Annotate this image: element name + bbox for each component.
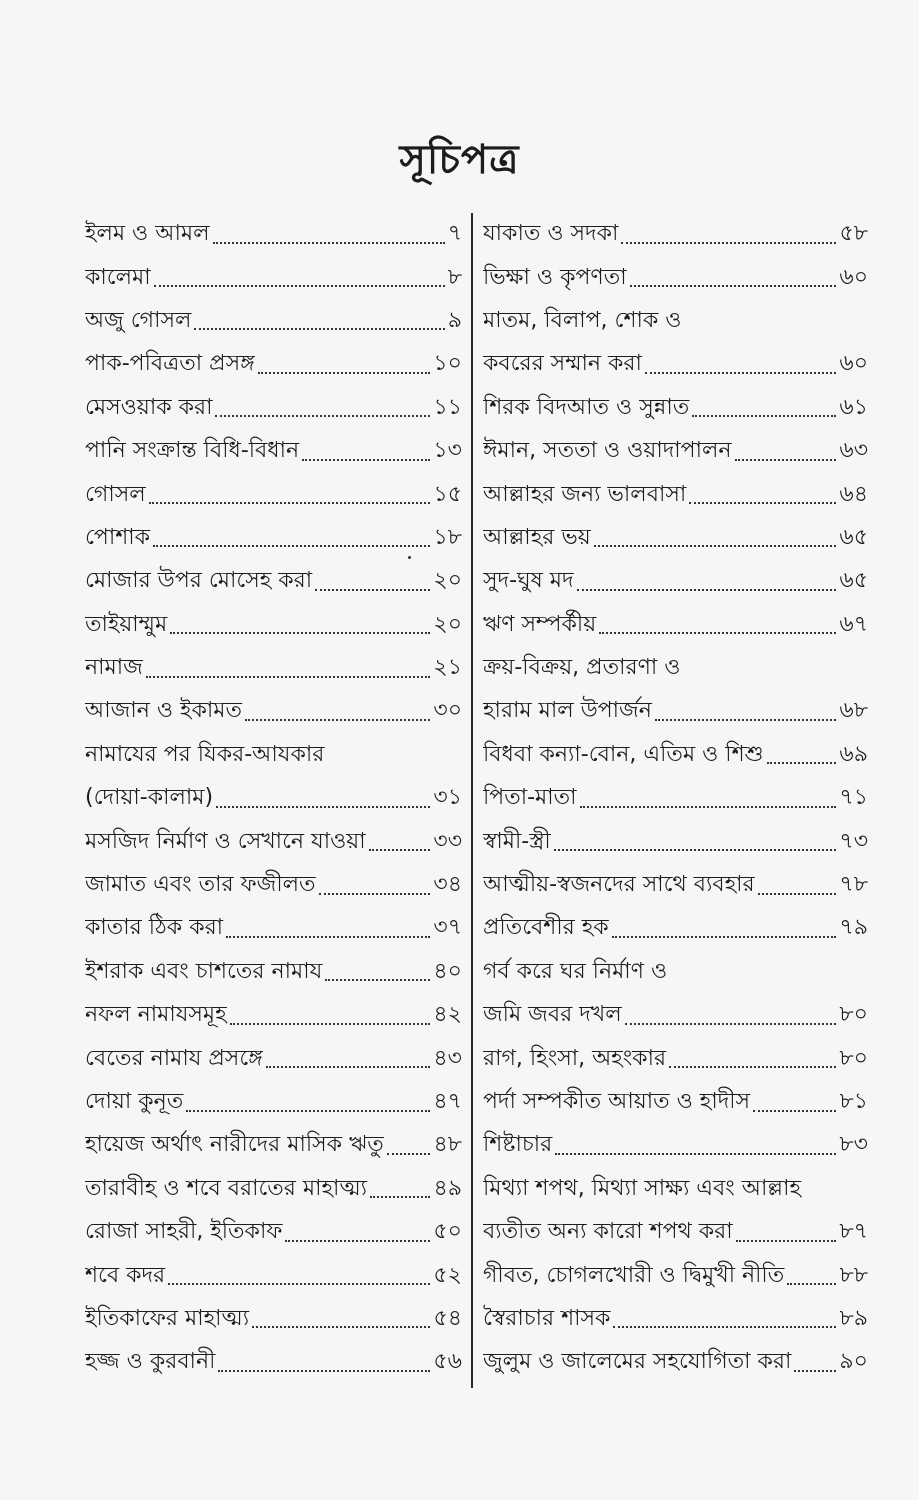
dot-leader [794,1370,836,1372]
toc-entry-title: মসজিদ নির্মাণ ও সেখানে যাওয়া [85,828,366,854]
dot-leader [252,1326,430,1328]
toc-entry-title: সুদ-ঘুষ মদ [483,568,574,594]
toc-entry [483,777,868,820]
dot-leader [758,893,837,895]
toc-entry-title: বিধবা কন্যা-বোন, এতিম ও শিশু [483,741,764,767]
toc-entry-title: তাইয়াম্মুম [85,611,168,637]
toc-entry [483,820,868,863]
toc-entry [85,256,462,299]
toc-entry-title: আল্লাহর জন্য ভালবাসা [483,481,687,507]
dot-leader [599,632,836,634]
toc-entry-title: হারাম মাল উপার্জন [483,698,652,724]
toc-entry [85,604,462,647]
toc-entry [85,300,462,343]
dot-leader [577,589,837,591]
dot-leader [319,893,431,895]
toc-entry-page: ৪৯ [433,1175,462,1201]
dot-leader [753,1110,836,1112]
toc-entry-page: ৮ [447,264,462,290]
dot-leader [215,415,430,417]
toc-entry [85,1254,462,1297]
toc-entry [85,213,462,256]
toc-entry [483,690,868,733]
dot-leader [266,1066,431,1068]
toc-entry-title: রোজা সাহরী, ইতিকাফ [85,1219,283,1245]
toc-entry [85,473,462,516]
column-divider [471,213,473,1388]
toc-entry [483,647,868,690]
contents-right-column [483,213,868,1385]
dot-leader [689,502,836,504]
toc-entry-title: যাকাত ও সদকা [483,221,619,247]
dot-leader [168,1283,430,1285]
toc-entry-title: আত্মীয়-স্বজনদের সাথে ব্যবহার [483,872,755,898]
toc-entry-page: ৮৭ [839,1219,868,1245]
toc-entry [85,387,462,430]
contents-left-column [85,213,462,1385]
dot-leader [645,372,836,374]
dot-leader [612,936,837,938]
toc-entry-page: ৮৩ [839,1132,868,1158]
toc-entry-title: পিতা-মাতা [483,785,577,811]
toc-entry-page: ১০ [433,351,462,377]
toc-entry [85,994,462,1037]
dot-leader [767,762,837,764]
toc-entry-page: ৫০ [433,1219,462,1245]
toc-entry-title: ঈমান, সততা ও ওয়াদাপালন [483,438,732,464]
toc-entry-title: গর্ব করে ঘর নির্মাণ ও [483,958,668,984]
dot-leader [258,372,431,374]
toc-entry [483,1124,868,1167]
toc-entry-page: ৩৪ [433,872,462,898]
toc-entry [483,734,868,777]
toc-entry-page: ৪৭ [433,1089,462,1114]
toc-entry [85,1168,462,1211]
dot-leader [245,719,430,721]
dot-leader [170,632,430,634]
toc-entry [483,256,868,299]
dot-leader [226,936,430,938]
dot-leader [154,285,445,287]
toc-entry-page: ৪৩ [433,1045,462,1071]
toc-entry-title: মোজার উপর মোসেহ করা [85,568,313,594]
toc-entry [483,1168,868,1211]
toc-entry [85,951,462,994]
toc-entry-title: ক্রয়-বিক্রয়, প্রতারণা ও [483,655,681,681]
toc-entry [85,517,462,560]
toc-entry-title: পোশাক [85,524,151,550]
toc-entry-page: ৪২ [433,1002,462,1028]
toc-entry-page: ৬১ [839,394,868,420]
dot-leader [787,1283,836,1285]
toc-entry-title: কাতার ঠিক করা [85,915,224,941]
toc-entry-page: ৯ [447,307,462,333]
toc-entry-page: ৩৭ [433,915,462,941]
toc-entry-title: আজান ও ইকামত [85,698,242,724]
dot-leader [216,806,430,808]
toc-entry-page: ৮৮ [839,1262,868,1288]
toc-entry-page: ৬০ [839,351,868,377]
toc-entry-title: শিষ্টাচার [483,1132,553,1158]
toc-entry-page: ৭ [447,221,462,247]
toc-entry [483,907,868,950]
toc-entry-title: নামাজ [85,655,143,681]
dot-leader [669,1066,836,1068]
toc-entry [85,734,462,777]
dot-leader [218,1370,430,1372]
toc-entry [483,1081,868,1124]
toc-entry-title: ইলম ও আমল [85,221,210,247]
toc-entry-title: জমি জবর দখল [483,1002,622,1028]
toc-entry-page: ২১ [433,655,462,681]
toc-entry [483,1211,868,1254]
dot-leader [149,502,431,504]
toc-entry [483,864,868,907]
toc-entry-page: ৭১ [839,785,868,811]
toc-entry [85,690,462,733]
dot-leader [315,589,430,591]
toc-entry [483,1341,868,1384]
toc-entry [85,1341,462,1384]
toc-entry [483,604,868,647]
toc-entry [483,473,868,516]
toc-entry-title: হায়েজ অর্থাৎ নারীদের মাসিক ঋতু [85,1132,384,1158]
toc-entry-title: দোয়া কুনূত [85,1089,184,1114]
dot-leader [621,242,836,244]
toc-entry-page: ২০ [433,568,462,594]
toc-entry-page: ৫২ [433,1262,462,1288]
toc-entry-page: ৭৩ [839,828,868,854]
dot-leader [735,459,837,461]
toc-entry-title: বেতের নামায প্রসঙ্গে [85,1045,263,1071]
toc-entry-page: ৩৩ [433,828,462,854]
dot-leader [370,1196,430,1198]
toc-entry-page: ১৩ [433,438,462,464]
dot-leader [594,545,837,547]
toc-entry-title: পানি সংক্রান্ত বিধি-বিধান [85,438,300,464]
toc-entry-title: (দোয়া-কালাম) [85,785,214,811]
toc-entry-title: ভিক্ষা ও কৃপণতা [483,264,627,290]
toc-entry-title: জামাত এবং তার ফজীলত [85,872,316,898]
toc-entry-title: নফল নামাযসমূহ [85,1002,227,1028]
dot-leader [736,1240,837,1242]
toc-entry-page: ৫৮ [839,221,868,247]
toc-entry-page: ৮১ [839,1089,868,1114]
toc-entry [85,560,462,603]
print-speck [408,556,411,559]
dot-leader [186,1110,430,1112]
toc-entry [483,300,868,343]
toc-entry-page: ৬৭ [839,611,868,637]
toc-entry-page: ৬০ [839,264,868,290]
toc-entry [483,1298,868,1341]
dot-leader [613,1326,836,1328]
dot-leader [554,849,837,851]
toc-entry-page: ৬৯ [839,741,868,767]
toc-entry-page: ৯০ [839,1349,868,1375]
toc-entry-page: ৬৫ [839,524,868,550]
toc-entry [483,1254,868,1297]
toc-entry [85,1298,462,1341]
toc-entry-title: শবে কদর [85,1262,166,1288]
toc-entry [85,1124,462,1167]
toc-entry [85,1081,462,1124]
toc-entry [85,820,462,863]
dot-leader [230,1023,431,1025]
toc-entry [483,951,868,994]
toc-entry [483,387,868,430]
toc-entry [85,647,462,690]
page-title: সূচিপত্র [399,137,520,183]
toc-entry [483,213,868,256]
toc-entry-page: ৪৮ [433,1132,462,1158]
toc-entry-title: মেসওয়াক করা [85,394,213,420]
toc-entry-title: মিথ্যা শপথ, মিথ্যা সাক্ষ্য এবং আল্লাহ [483,1175,802,1201]
dot-leader [153,545,430,547]
toc-entry [483,560,868,603]
dot-leader [369,849,431,851]
toc-entry-page: ৭৯ [839,915,868,941]
toc-entry-page: ১১ [433,394,462,420]
toc-entry-title: ইতিকাফের মাহাত্ম্য [85,1305,250,1331]
toc-entry-title: কবরের সম্মান করা [483,351,642,377]
toc-entry-title: কালেমা [85,264,151,290]
toc-entry-page: ৬৪ [839,481,868,507]
toc-entry-page: ৩১ [433,785,462,811]
toc-entry-title: গীবত, চোগলখোরী ও দ্বিমুখী নীতি [483,1262,785,1288]
toc-entry [483,994,868,1037]
toc-entry-title: হজ্জ ও কুরবানী [85,1349,216,1375]
toc-entry [85,864,462,907]
toc-entry-page: ৮৯ [839,1305,868,1331]
toc-entry-page: ৬৮ [839,698,868,724]
toc-entry-title: জুলুম ও জালেমের সহযোগিতা করা [483,1349,792,1375]
dot-leader [213,242,445,244]
toc-entry-page: ১৫ [433,481,462,507]
dot-leader [146,676,431,678]
dot-leader [580,806,837,808]
dot-leader [625,1023,837,1025]
dot-leader [302,459,430,461]
toc-entry-title: ইশরাক এবং চাশতের নামায [85,958,323,984]
toc-entry-page: ৪০ [433,958,462,984]
toc-entry-page: ৮০ [839,1002,868,1028]
toc-entry [483,343,868,386]
toc-entry-title: স্বৈরাচার শাসক [483,1305,611,1331]
toc-entry [85,343,462,386]
toc-entry-page: ৮০ [839,1045,868,1071]
dot-leader [555,1153,836,1155]
toc-entry-title: পাক-পবিত্রতা প্রসঙ্গ [85,351,255,377]
toc-entry-title: মাতম, বিলাপ, শোক ও [483,307,682,333]
toc-entry [85,777,462,820]
dot-leader [630,285,837,287]
dot-leader [387,1153,431,1155]
toc-entry-title: ঋণ সম্পর্কীয় [483,611,597,637]
toc-entry-title: ব্যতীত অন্য কারো শপথ করা [483,1219,733,1245]
toc-entry-title: অজু গোসল [85,307,192,333]
toc-entry-page: ৭৮ [839,872,868,898]
toc-entry-page: ৬৩ [839,438,868,464]
toc-entry [85,907,462,950]
toc-entry-title: তারাবীহ ও শবে বরাতের মাহাত্ম্য [85,1175,368,1201]
dot-leader [655,719,837,721]
toc-entry [483,517,868,560]
toc-entry-title: শিরক বিদআত ও সুন্নাত [483,394,690,420]
toc-entry-title: প্রতিবেশীর হক [483,915,609,941]
toc-entry-page: ৩০ [433,698,462,724]
toc-entry [85,1211,462,1254]
dot-leader [285,1240,430,1242]
toc-entry-title: পর্দা সম্পকীত আয়াত ও হাদীস [483,1089,751,1114]
toc-entry-title: গোসল [85,481,146,507]
toc-entry [483,430,868,473]
toc-entry-page: ৫৪ [433,1305,462,1331]
toc-entry-title: স্বামী-স্ত্রী [483,828,551,854]
dot-leader [194,328,444,330]
dot-leader [325,979,430,981]
toc-entry [85,430,462,473]
toc-entry-page: ১৮ [433,524,462,550]
dot-leader [692,415,836,417]
toc-entry-title: নামাযের পর যিকর-আযকার [85,741,325,767]
toc-entry-title: রাগ, হিংসা, অহংকার [483,1045,667,1071]
toc-entry-page: ৫৬ [433,1349,462,1375]
toc-entry-page: ৬৫ [839,568,868,594]
toc-entry [85,1037,462,1080]
toc-entry [483,1037,868,1080]
toc-entry-title: আল্লাহর ভয় [483,524,591,550]
toc-entry-page: ২০ [433,611,462,637]
